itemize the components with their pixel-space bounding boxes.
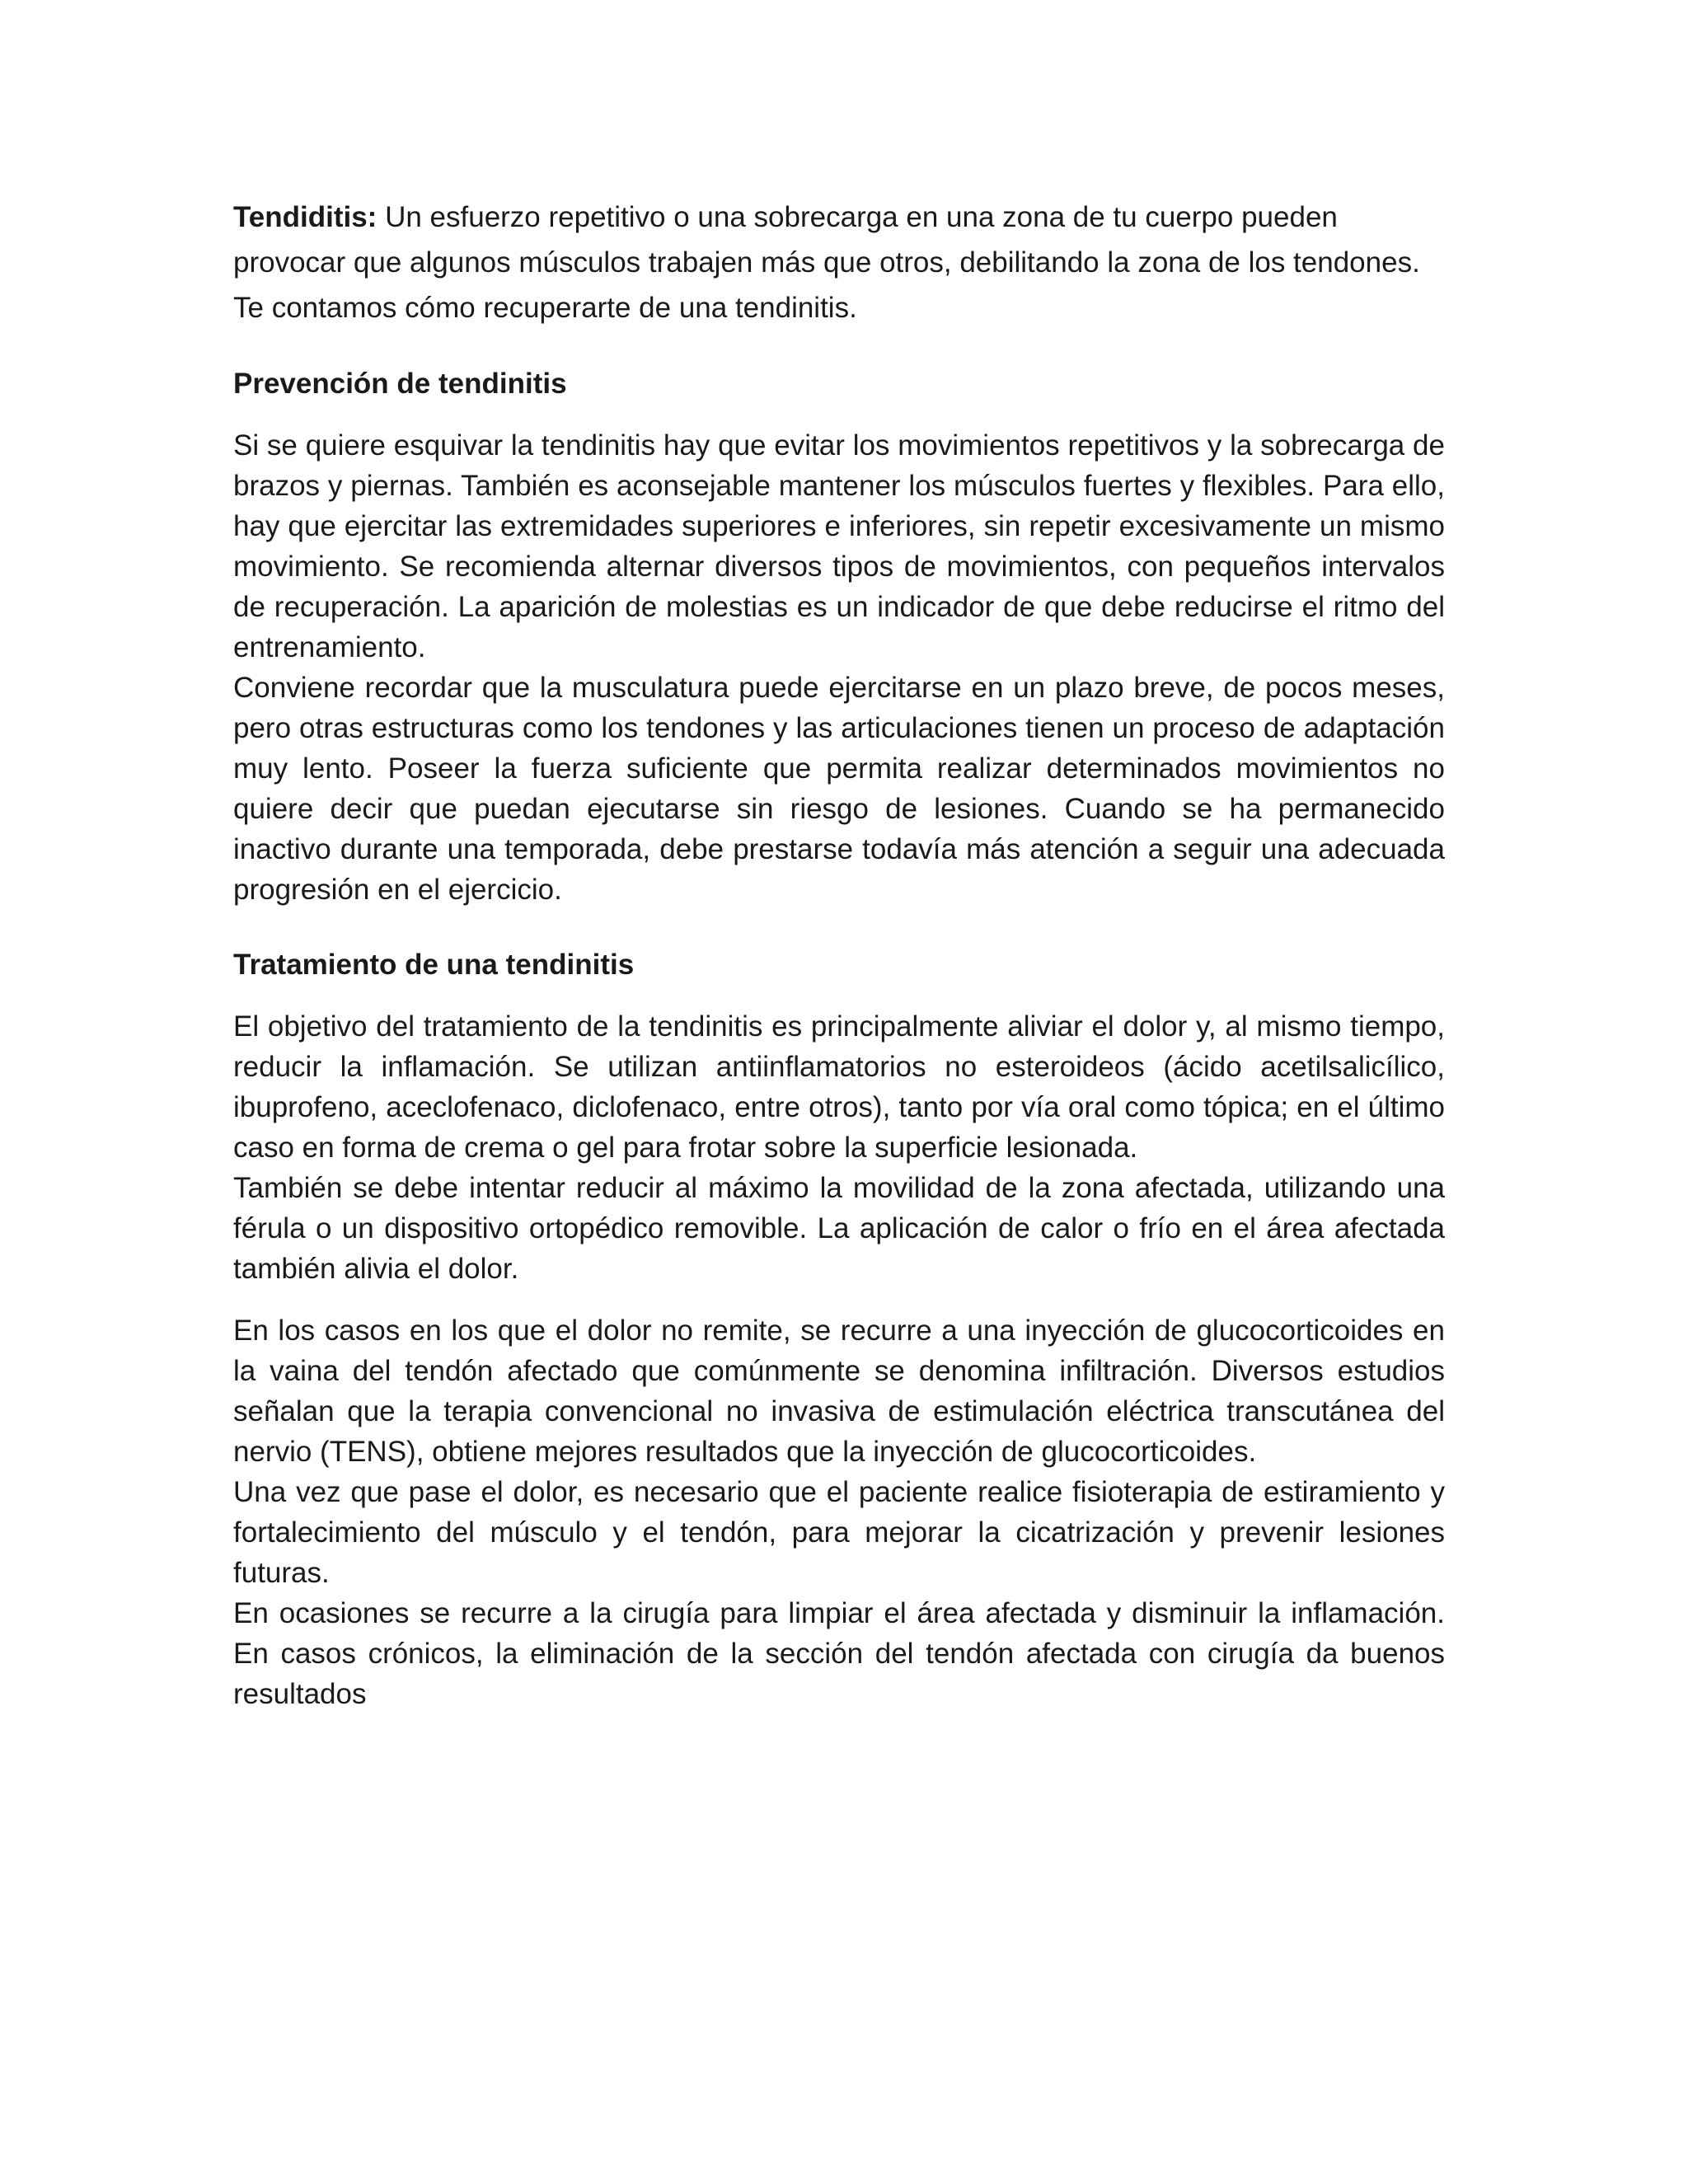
intro-term: Tendiditis: [233, 201, 377, 233]
treatment-paragraph-2: También se debe intentar reducir al máximo la movilidad de la zona afectada, utilizando una férula o un dispositivo ortopédico removible. La aplicación de calor o frío en el área afectada también alivia el dolor. [233, 1172, 1445, 1285]
prevention-paragraph-1: Si se quiere esquivar la tendinitis hay que evitar los movimientos repetitivos y la sobrecarga de brazos y piernas. También es aconsejable mantener los músculos fuertes y flexibles. Para ello, hay que ejercitar las extremidades superiores e inferiores, sin repetir excesivamente un mismo movimiento. Se recomienda alternar diversos tipos de movimientos, con pequeños intervalos de recuperación. La aparición de molestias es un indicador de que debe reducirse el ritmo del entrenamiento. [233, 429, 1445, 663]
prevention-paragraph-2: Conviene recordar que la musculatura puede ejercitarse en un plazo breve, de pocos meses, pero otras estructuras como los tendones y las articulaciones tienen un proceso de adaptación muy lento. Poseer la fuerza suficiente que permita realizar determinados movimientos no quiere decir que puedan ejecutarse sin riesgo de lesiones. Cuando se ha permanecido inactivo durante una temporada, debe prestarse todavía más atención a seguir una adecuada progresión en el ejercicio. [233, 672, 1445, 906]
intro-paragraph [233, 194, 1445, 330]
treatment-paragraph-3: En los casos en los que el dolor no remite, se recurre a una inyección de glucocorticoides en la vaina del tendón afectado que comúnmente se denomina infiltración. Diversos estudios señalan que la terapia convencional no invasiva de estimulación eléctrica transcutánea del nervio (TENS), obtiene mejores resultados que la inyección de glucocorticoides. [233, 1315, 1445, 1468]
intro-text: Un esfuerzo repetitivo o una sobrecarga en una zona de tu cuerpo pueden provocar que algunos músculos trabajen más que otros, debilitando la zona de los tendones. Te contamos cómo recuperarte de una tendinitis. [233, 201, 1420, 324]
document-body [233, 194, 1445, 1714]
section-heading-treatment: Tratamiento de una tendinitis [233, 949, 635, 981]
section-heading-prevention: Prevención de tendinitis [233, 368, 567, 400]
treatment-paragraph-5: En ocasiones se recurre a la cirugía para limpiar el área afectada y disminuir la inflamación. En casos crónicos, la eliminación de la sección del tendón afectada con cirugía da buenos resultados [233, 1597, 1445, 1710]
treatment-paragraph-1: El objetivo del tratamiento de la tendinitis es principalmente aliviar el dolor y, al mismo tiempo, reducir la inflamación. Se utilizan antiinflamatorios no esteroideos (ácido acetilsalicílico, ibuprofeno, aceclofenaco, diclofenaco, entre otros), tanto por vía oral como tópica; en el último caso en forma de crema o gel para frotar sobre la superficie lesionada. [233, 1010, 1445, 1164]
treatment-paragraph-4: Una vez que pase el dolor, es necesario que el paciente realice fisioterapia de estiramiento y fortalecimiento del músculo y el tendón, para mejorar la cicatrización y prevenir lesiones futuras. [233, 1476, 1445, 1589]
